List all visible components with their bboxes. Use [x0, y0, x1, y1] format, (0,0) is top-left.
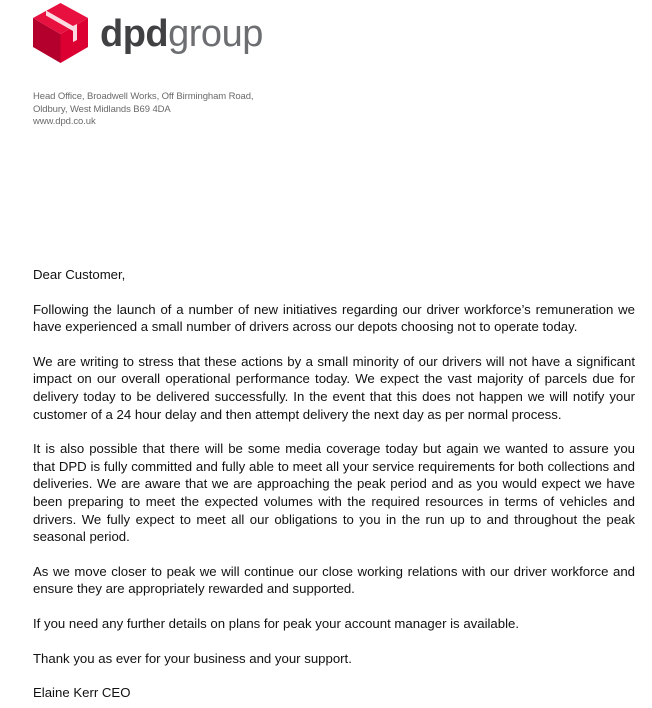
address-line-2: Oldbury, West Midlands B69 4DA — [33, 103, 171, 115]
letter-greeting: Dear Customer, — [33, 267, 126, 282]
letter-signoff: Elaine Kerr CEO — [33, 685, 131, 701]
letter-body — [33, 266, 635, 702]
dpd-cube-logo-icon — [33, 3, 88, 63]
wordmark-group: group — [168, 13, 263, 55]
letter-paragraph-6: Thank you as ever for your business and your support. — [33, 650, 352, 666]
letter-paragraph-4: As we move closer to peak we will continue our close working relations with our driver workforce and ensure they are appropriately rewarded and supported. — [33, 563, 635, 597]
wordmark-dpd: dpd — [100, 13, 169, 55]
head-office-address — [33, 91, 253, 129]
letter-paragraph-5: If you need any further details on plans for peak your account manager is available. — [33, 615, 520, 631]
letter-paragraph-3: It is also possible that there will be some media coverage today but again we wanted to assure you that DPD is fully committed and fully able to meet all your service requirements for both collections and deliveries. We are aware that we are approaching the peak period and as you would expect we have been preparing to meet the expected volumes with the required resources in terms of vehicles and drivers. We fully expect to meet all our obligations to you in the run up to and throughout the peak seasonal period. — [33, 441, 635, 545]
dpd-group-logo — [33, 3, 263, 63]
letter-paragraph-1: Following the launch of a number of new initiatives regarding our driver workforce’s remuneration we have experienced a small number of drivers across our depots choosing not to operate today. — [33, 301, 635, 335]
website-link[interactable]: www.dpd.co.uk — [33, 116, 96, 127]
address-line-1: Head Office, Broadwell Works, Off Birmingham Road, — [33, 91, 254, 102]
dpd-group-wordmark — [100, 15, 263, 53]
letter-paragraph-2: We are writing to stress that these actions by a small minority of our drivers will not have a significant impact on our overall operational performance today. We expect the vast majority of parcels due for delivery today to be delivered successfully. In the event that this does not happen we will notify your customer of a 24 hour delay and then attempt delivery the next day as per normal process. — [33, 353, 635, 422]
